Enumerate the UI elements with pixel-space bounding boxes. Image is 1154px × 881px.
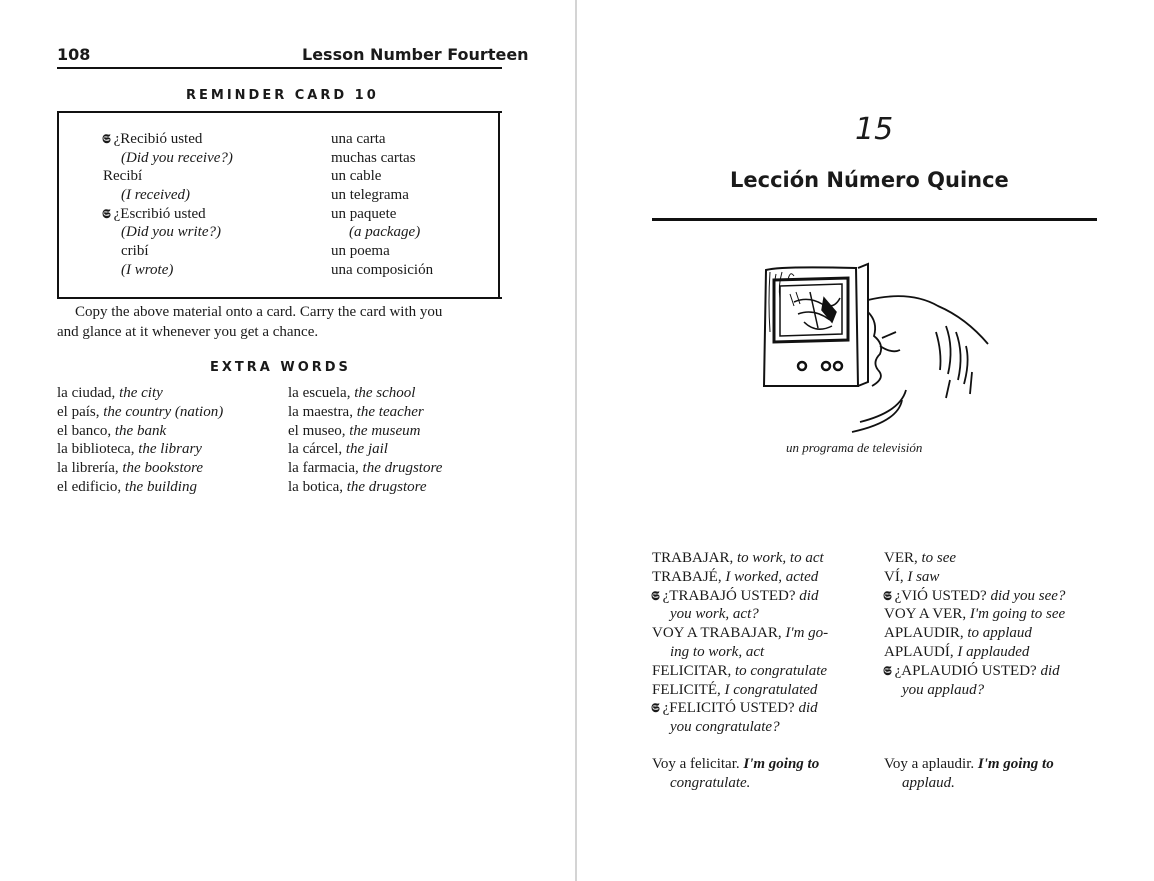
vocab-spanish: TRABAJAR, bbox=[652, 550, 734, 566]
extra-word-english: the city bbox=[119, 385, 163, 401]
lesson-number: 15 bbox=[855, 112, 894, 147]
extra-word-english: the jail bbox=[345, 441, 388, 458]
extra-word-item bbox=[57, 403, 223, 422]
card-col2-text: un cable bbox=[331, 168, 382, 185]
vocab-english: to congratulate bbox=[734, 662, 828, 679]
conversation-symbol-icon: 𝕾 bbox=[102, 132, 111, 147]
title-rule bbox=[652, 218, 1097, 221]
vocabulary-line bbox=[652, 718, 828, 737]
vocabulary-line bbox=[652, 624, 828, 643]
example1-spanish: Voy a felicitar. bbox=[652, 756, 740, 772]
vocab-spanish: VÍ, bbox=[884, 568, 904, 585]
extra-words-heading: EXTRA WORDS bbox=[210, 360, 351, 375]
card-col2-text: un poema bbox=[331, 243, 390, 260]
reminder-card-heading: REMINDER CARD 10 bbox=[186, 88, 379, 103]
copy-instruction bbox=[57, 303, 502, 342]
extra-word-item bbox=[288, 384, 442, 403]
vocab-spanish: VOY A TRABAJAR, bbox=[652, 625, 782, 642]
vocab-english: I'm going to see bbox=[969, 606, 1066, 623]
extra-words-col2 bbox=[288, 384, 442, 497]
extra-word-item bbox=[57, 478, 223, 497]
vocab-english: to work, to act bbox=[737, 550, 824, 566]
lesson-title: Lección Número Quince bbox=[730, 168, 1009, 192]
vocabulary-col1 bbox=[652, 549, 828, 737]
extra-word-item bbox=[57, 459, 223, 478]
card-col1-line bbox=[103, 130, 233, 149]
vocab-spanish: APLAUDIR, bbox=[884, 625, 964, 642]
card-col1-line bbox=[103, 261, 233, 280]
extra-word-spanish: la biblioteca, bbox=[57, 441, 135, 458]
television-illustration bbox=[760, 262, 995, 437]
vocabulary-line bbox=[652, 681, 828, 700]
vocab-english: did bbox=[798, 700, 818, 717]
vocab-english: I applauded bbox=[957, 643, 1030, 660]
extra-word-item bbox=[57, 422, 223, 441]
vocabulary-line bbox=[884, 568, 1065, 587]
card-col1-text: (Did you receive?) bbox=[121, 149, 233, 166]
vocab-english: to see bbox=[921, 550, 957, 566]
example-sentence-1 bbox=[652, 755, 819, 793]
conversation-symbol-icon: 𝕾 bbox=[651, 701, 660, 717]
extra-word-english: the museum bbox=[349, 422, 421, 439]
extra-word-item bbox=[288, 422, 442, 441]
reminder-card-col1 bbox=[103, 130, 233, 280]
card-col1-line bbox=[103, 205, 233, 224]
extra-word-english: the library bbox=[138, 441, 202, 458]
extra-words-col1 bbox=[57, 384, 223, 497]
card-col1-line bbox=[103, 186, 233, 205]
card-border-right bbox=[498, 111, 500, 298]
vocabulary-line bbox=[652, 605, 828, 624]
card-col1-line bbox=[103, 223, 233, 242]
card-col2-text: muchas cartas bbox=[331, 149, 416, 166]
copy-instruction-line2: and glance at it whenever you get a chance. bbox=[57, 323, 319, 340]
vocabulary-line bbox=[652, 699, 828, 718]
card-col2-text: (a package) bbox=[349, 224, 421, 241]
vocab-spanish: VER, bbox=[884, 550, 918, 566]
card-col2-line bbox=[331, 242, 433, 261]
vocab-english: I congratulated bbox=[724, 681, 818, 698]
card-col1-text: (Did you write?) bbox=[121, 224, 221, 241]
extra-word-spanish: la farmacia, bbox=[288, 460, 359, 477]
extra-word-english: the school bbox=[354, 385, 416, 401]
tv-knobs bbox=[798, 362, 842, 370]
vocabulary-col2 bbox=[884, 549, 1065, 699]
vocabulary-line bbox=[884, 624, 1065, 643]
conversation-symbol-icon: 𝕾 bbox=[102, 206, 111, 222]
card-col2-text: una carta bbox=[331, 131, 386, 147]
vocab-english: did bbox=[799, 587, 819, 604]
vocab-english: I'm go- bbox=[785, 625, 829, 642]
example1-english-cont: congratulate. bbox=[670, 775, 751, 791]
reminder-card-col2 bbox=[331, 130, 433, 280]
extra-word-item bbox=[288, 478, 442, 497]
extra-word-english: the country (nation) bbox=[103, 403, 224, 420]
vocab-english: to applaud bbox=[967, 625, 1032, 642]
extra-word-spanish: la botica, bbox=[288, 478, 343, 495]
copy-instruction-line1: Copy the above material onto a card. Carry the card with you bbox=[75, 304, 443, 320]
vocab-english: ing to work, act bbox=[670, 643, 765, 660]
card-col2-line bbox=[331, 223, 433, 242]
card-col1-text: ¿Recibió usted bbox=[113, 131, 203, 147]
card-col1-line bbox=[103, 167, 233, 186]
card-border-bottom bbox=[57, 297, 502, 299]
extra-word-spanish: la librería, bbox=[57, 460, 119, 477]
running-head: Lesson Number Fourteen bbox=[302, 45, 529, 64]
extra-word-item bbox=[288, 440, 442, 459]
vocab-spanish: ¿VIÓ USTED? bbox=[894, 587, 987, 604]
card-col1-line bbox=[103, 242, 233, 261]
vocab-spanish: FELICITAR, bbox=[652, 662, 732, 679]
example2-spanish: Voy a aplaudir. bbox=[884, 756, 975, 772]
extra-word-item bbox=[57, 384, 223, 403]
card-col1-text: ¿Escribió usted bbox=[113, 205, 206, 222]
example-sentence-2 bbox=[884, 755, 1054, 793]
vocab-spanish: ¿TRABAJÓ USTED? bbox=[662, 587, 796, 604]
extra-word-english: the bookstore bbox=[122, 460, 204, 477]
extra-word-spanish: el banco, bbox=[57, 422, 112, 439]
vocab-spanish: FELICITÉ, bbox=[652, 681, 721, 698]
vocabulary-line bbox=[884, 643, 1065, 662]
extra-word-english: the building bbox=[124, 478, 197, 495]
vocab-spanish: ¿FELICITÓ USTED? bbox=[662, 700, 795, 717]
page-number: 108 bbox=[57, 45, 91, 64]
card-col2-line bbox=[331, 130, 433, 149]
vocab-english: I saw bbox=[907, 568, 940, 585]
card-col2-line bbox=[331, 149, 433, 168]
extra-word-english: the drugstore bbox=[362, 460, 443, 477]
vocab-english: did you see? bbox=[990, 587, 1066, 604]
card-border-left bbox=[57, 111, 59, 298]
extra-word-spanish: la ciudad, bbox=[57, 385, 116, 401]
card-col1-text: (I received) bbox=[121, 187, 190, 204]
card-col2-text: una composición bbox=[331, 261, 434, 278]
illustration-caption: un programa de televisión bbox=[786, 440, 923, 455]
vocab-english: I worked, acted bbox=[725, 568, 819, 585]
card-col1-line bbox=[103, 149, 233, 168]
extra-word-spanish: la maestra, bbox=[288, 403, 353, 420]
example2-english-cont: applaud. bbox=[902, 775, 955, 791]
conversation-symbol-icon: 𝕾 bbox=[883, 588, 892, 604]
extra-word-spanish: el museo, bbox=[288, 422, 346, 439]
extra-word-item bbox=[288, 459, 442, 478]
vocabulary-line bbox=[884, 681, 1065, 700]
card-col2-text: un telegrama bbox=[331, 187, 409, 204]
vocabulary-line bbox=[652, 662, 828, 681]
vocabulary-line bbox=[652, 587, 828, 606]
vocab-english: did bbox=[1040, 662, 1060, 679]
viewer-head bbox=[852, 296, 988, 432]
vocab-spanish: APLAUDÍ, bbox=[884, 643, 954, 660]
vocab-spanish: ¿APLAUDIÓ USTED? bbox=[894, 662, 1037, 679]
vocab-english: you congratulate? bbox=[670, 719, 780, 736]
card-col1-text: cribí bbox=[121, 243, 149, 260]
vocabulary-line bbox=[652, 568, 828, 587]
card-border-top bbox=[57, 111, 502, 113]
card-col2-text: un paquete bbox=[331, 205, 397, 222]
extra-word-english: the teacher bbox=[356, 403, 424, 420]
extra-word-english: the bank bbox=[114, 422, 167, 439]
vocabulary-line bbox=[884, 662, 1065, 681]
vocabulary-line bbox=[884, 549, 1065, 568]
extra-word-item bbox=[288, 403, 442, 422]
vocab-spanish: TRABAJÉ, bbox=[652, 568, 722, 585]
vocabulary-line bbox=[652, 549, 828, 568]
extra-word-spanish: la cárcel, bbox=[288, 441, 343, 458]
tv-picture bbox=[790, 292, 840, 329]
card-col1-text: Recibí bbox=[103, 168, 143, 185]
card-col2-line bbox=[331, 186, 433, 205]
vocab-english: you applaud? bbox=[902, 681, 985, 698]
vocabulary-line bbox=[652, 643, 828, 662]
vocab-english: you work, act? bbox=[670, 606, 759, 623]
extra-word-english: the drugstore bbox=[346, 478, 427, 495]
card-col2-line bbox=[331, 261, 433, 280]
conversation-symbol-icon: 𝕾 bbox=[883, 663, 892, 679]
header-rule bbox=[57, 67, 502, 69]
example2-english: I'm going to bbox=[977, 756, 1054, 772]
vocabulary-line bbox=[884, 587, 1065, 606]
left-page bbox=[0, 0, 575, 881]
vocab-spanish: VOY A VER, bbox=[884, 606, 967, 623]
extra-word-spanish: el edificio, bbox=[57, 478, 122, 495]
extra-word-item bbox=[57, 440, 223, 459]
extra-word-spanish: el país, bbox=[57, 403, 100, 420]
card-col2-line bbox=[331, 167, 433, 186]
conversation-symbol-icon: 𝕾 bbox=[651, 588, 660, 604]
tv-set bbox=[764, 264, 868, 386]
extra-word-spanish: la escuela, bbox=[288, 385, 351, 401]
example1-english: I'm going to bbox=[743, 756, 820, 772]
card-col2-line bbox=[331, 205, 433, 224]
card-col1-text: (I wrote) bbox=[121, 261, 174, 278]
vocabulary-line bbox=[884, 605, 1065, 624]
